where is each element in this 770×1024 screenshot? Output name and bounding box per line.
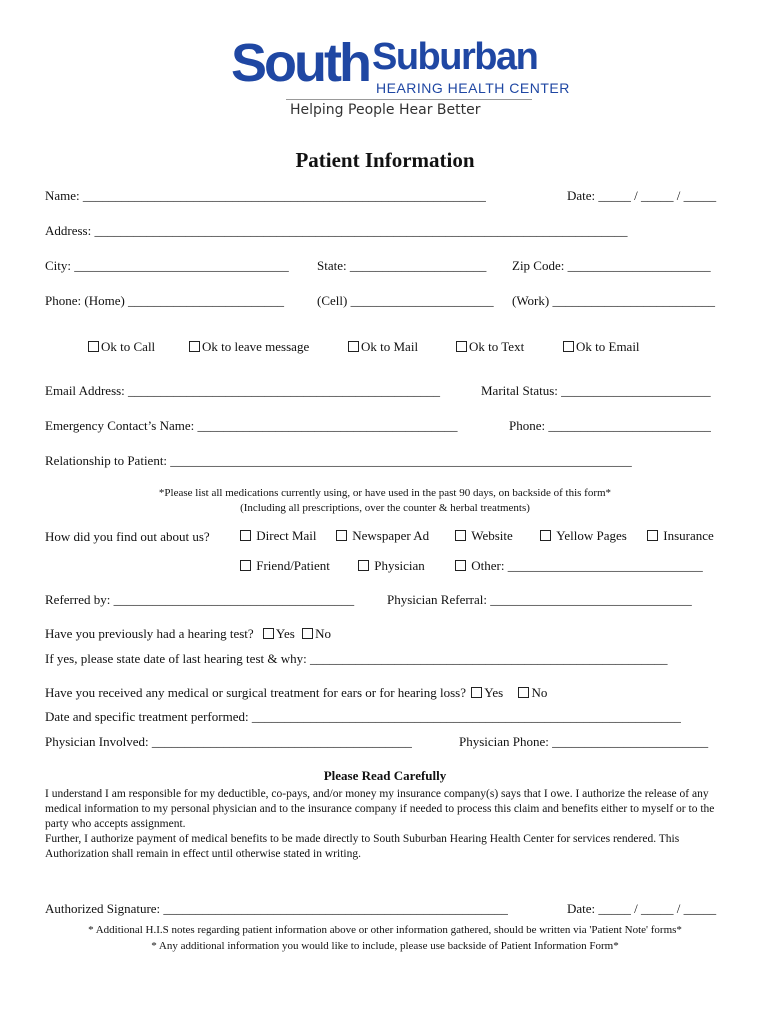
checkbox-icon (358, 560, 369, 571)
checkbox-icon (518, 687, 529, 698)
referred-by-field[interactable]: Referred by: _____________________________________ (45, 592, 355, 607)
name-field[interactable]: Name: ______________________________________________________________ (45, 188, 486, 203)
checkbox-icon (302, 628, 313, 639)
state-field[interactable]: State: _____________________ (317, 258, 487, 273)
footnote-his-notes: * Additional H.I.S notes regarding patient information above or other information gathered, should be written via 'Patient Note' forms* (88, 924, 682, 936)
treatment-date-field[interactable]: Date and specific treatment performed: __________________________________________________________________ (45, 709, 681, 724)
checkbox-icon (348, 341, 359, 352)
logo-divider (286, 99, 532, 100)
signature-date-field[interactable]: Date: _____ / _____ / _____ (567, 901, 717, 916)
checkbox-icon (263, 628, 274, 639)
medication-note-detail: (Including all prescriptions, over the counter & herbal treatments) (240, 502, 530, 514)
treatment-yes-checkbox[interactable]: Yes (471, 685, 503, 700)
authorization-paragraph-2: Further, I authorize payment of medical benefits to be made directly to South Suburban Hearing Health Center for services rendered. This Authorization shall remain in effect until otherwise stated in writing. (45, 833, 680, 860)
logo-word-south: South (231, 33, 369, 93)
referral-source-label: How did you find out about us? (45, 529, 210, 544)
physician-involved-field[interactable]: Physician Involved: ________________________________________ (45, 734, 412, 749)
phone-cell-field[interactable]: (Cell) ______________________ (317, 293, 494, 308)
checkbox-icon (456, 341, 467, 352)
logo-subtitle: HEARING HEALTH CENTER (376, 80, 570, 96)
footnote-additional-info: * Any additional information you would like to include, please use backside of Patient Information Form* (151, 940, 619, 952)
ok-to-call-checkbox[interactable]: Ok to Call (88, 339, 155, 355)
medication-note: *Please list all medications currently using, or have used in the past 90 days, on backside of this form* (158, 487, 612, 499)
phone-home-field[interactable]: Phone: (Home) ________________________ (45, 293, 285, 308)
phone-work-field[interactable]: (Work) _________________________ (512, 293, 715, 308)
checkbox-icon (647, 530, 658, 541)
hearing-test-yes-checkbox[interactable]: Yes (263, 626, 295, 641)
marital-status-field[interactable]: Marital Status: _______________________ (481, 383, 711, 398)
checkbox-icon (471, 687, 482, 698)
emergency-phone-field[interactable]: Phone: _________________________ (509, 418, 711, 433)
ok-to-email-checkbox[interactable]: Ok to Email (563, 339, 640, 355)
zip-field[interactable]: Zip Code: ______________________ (512, 258, 711, 273)
physician-checkbox[interactable]: Physician (358, 558, 425, 574)
friend-patient-checkbox[interactable]: Friend/Patient (240, 558, 330, 574)
ok-to-mail-checkbox[interactable]: Ok to Mail (348, 339, 418, 355)
ok-to-text-checkbox[interactable]: Ok to Text (456, 339, 524, 355)
hearing-test-no-checkbox[interactable]: No (302, 626, 331, 641)
checkbox-icon (336, 530, 347, 541)
city-field[interactable]: City: _________________________________ (45, 258, 289, 273)
physician-referral-field[interactable]: Physician Referral: _______________________________ (387, 592, 692, 607)
logo-tagline: Helping People Hear Better (290, 102, 481, 118)
direct-mail-checkbox[interactable]: Direct Mail (240, 528, 317, 544)
physician-phone-field[interactable]: Physician Phone: ________________________ (459, 734, 709, 749)
checkbox-icon (189, 341, 200, 352)
checkbox-icon (88, 341, 99, 352)
address-field[interactable]: Address: __________________________________________________________________________________ (45, 223, 628, 238)
email-field[interactable]: Email Address: ________________________________________________ (45, 383, 441, 398)
website-checkbox[interactable]: Website (455, 528, 513, 544)
checkbox-icon (240, 560, 251, 571)
hearing-test-date-field[interactable]: If yes, please state date of last hearing test & why: _______________________________________________________ (45, 651, 668, 666)
signature-field[interactable]: Authorized Signature: _____________________________________________________ (45, 901, 508, 916)
date-field[interactable]: Date: _____ / _____ / _____ (567, 188, 717, 203)
treatment-question: Have you received any medical or surgical treatment for ears or for hearing loss? Yes No (45, 685, 548, 700)
relationship-field[interactable]: Relationship to Patient: _______________________________________________________________________ (45, 453, 632, 468)
newspaper-ad-checkbox[interactable]: Newspaper Ad (336, 528, 429, 544)
insurance-checkbox[interactable]: Insurance (647, 528, 714, 544)
form-title: Patient Information (295, 148, 475, 172)
yellow-pages-checkbox[interactable]: Yellow Pages (540, 528, 627, 544)
ok-to-leave-message-checkbox[interactable]: Ok to leave message (189, 339, 309, 355)
hearing-test-question: Have you previously had a hearing test? Yes No (45, 626, 331, 641)
checkbox-icon (240, 530, 251, 541)
authorization-text (45, 787, 735, 862)
checkbox-icon (455, 530, 466, 541)
authorization-paragraph-1: I understand I am responsible for my deductible, co-pays, and/or money my insurance company(s) says that I owe. I authorize the release of any medical information to my personal physician and to the insurance company if needed to process this claim and benefits either to myself or to the party who accepts assignment. (45, 788, 715, 830)
read-carefully-heading: Please Read Carefully (323, 768, 447, 783)
checkbox-icon (540, 530, 551, 541)
logo-word-suburban: Suburban (372, 36, 538, 78)
treatment-no-checkbox[interactable]: No (518, 685, 547, 700)
emergency-contact-field[interactable]: Emergency Contact’s Name: ________________________________________ (45, 418, 458, 433)
checkbox-icon (455, 560, 466, 571)
checkbox-icon (563, 341, 574, 352)
other-source-field[interactable]: Other: ______________________________ (455, 558, 703, 574)
